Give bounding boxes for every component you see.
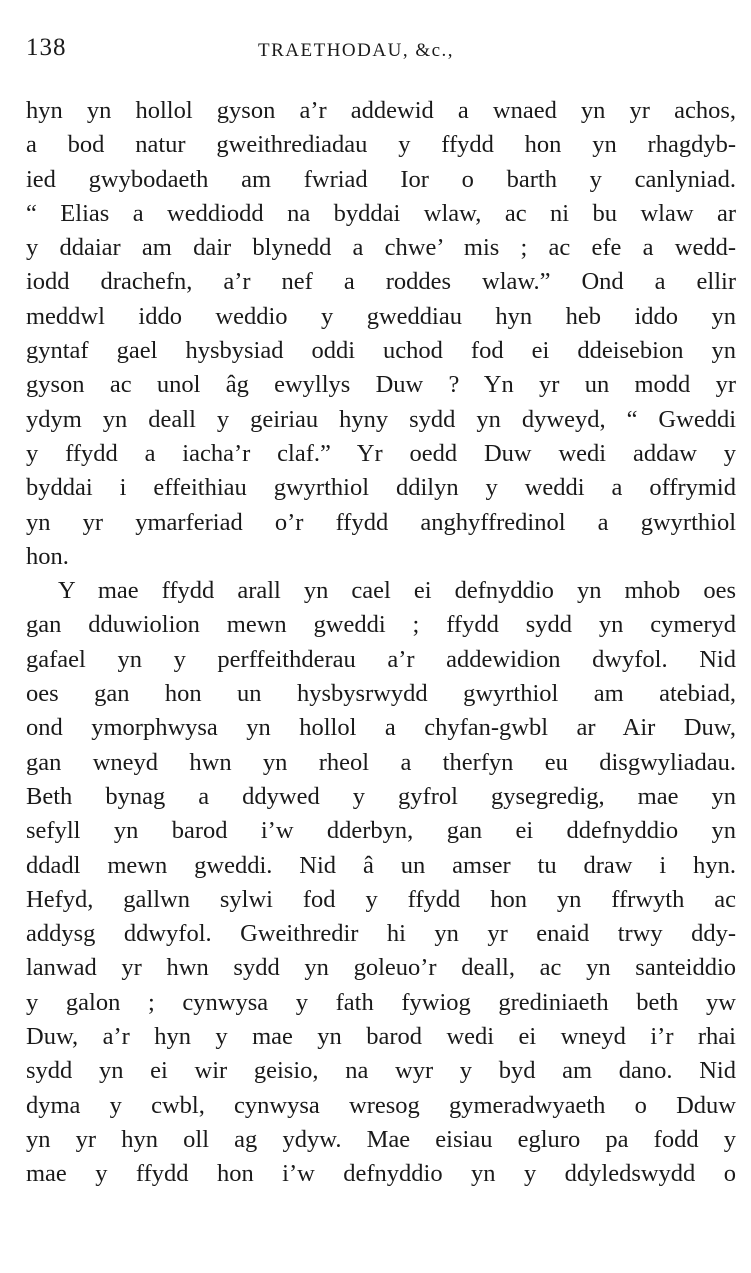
text-line: dyma y cwbl, cynwysa wresog gymeradwyaeth o Dduw: [26, 1091, 736, 1119]
text-line: gyntaf gael hysbysiad oddi uchod fod ei ddeisebion yn: [26, 337, 736, 365]
paragraph-2: [26, 574, 736, 1191]
text-line: gafael yn y perffeithderau a’r addewidion dwyfol. Nid: [26, 645, 736, 673]
text-line: gyson ac unol âg ewyllys Duw ? Yn yr un modd yr: [26, 371, 736, 399]
body-text: [26, 94, 736, 1192]
text-line: Duw, a’r hyn y mae yn barod wedi ei wneyd i’r rhai: [26, 1023, 736, 1051]
text-line: hyn yn hollol gyson a’r addewid a wnaed yn yr achos,: [26, 97, 736, 124]
text-line: iodd drachefn, a’r nef a roddes wlaw.” Ond a ellir: [26, 268, 736, 296]
text-line: lanwad yr hwn sydd yn goleuo’r deall, ac yn santeiddio: [26, 954, 736, 982]
text-line: Beth bynag a ddywed y gyfrol gysegredig, mae yn: [26, 782, 736, 810]
paragraph-1: [26, 94, 736, 574]
text-line: yn yr hyn oll ag ydyw. Mae eisiau egluro pa fodd y: [26, 1125, 736, 1153]
text-line: ied gwybodaeth am fwriad Ior o barth y canlyniad.: [26, 165, 736, 193]
text-line: oes gan hon un hysbysrwydd gwyrthiol am atebiad,: [26, 680, 736, 708]
text-line: byddai i effeithiau gwyrthiol ddilyn y weddi a offrymid: [26, 474, 736, 502]
text-line: meddwl iddo weddio y gweddiau hyn heb iddo yn: [26, 302, 736, 330]
text-line: addysg ddwyfol. Gweithredir hi yn yr enaid trwy ddy-: [26, 920, 736, 948]
text-line: gan dduwiolion mewn gweddi ; ffydd sydd yn cymeryd: [26, 611, 736, 639]
text-line: a bod natur gweithrediadau y ffydd hon yn rhagdyb-: [26, 131, 736, 159]
text-line: sydd yn ei wir geisio, na wyr y byd am dano. Nid: [26, 1057, 736, 1085]
page-number: 138: [26, 34, 67, 61]
text-line: gan wneyd hwn yn rheol a therfyn eu disgwyliadau.: [26, 748, 736, 776]
text-line: y ddaiar am dair blynedd a chwe’ mis ; ac efe a wedd-: [26, 234, 736, 262]
text-line: mae y ffydd hon i’w defnyddio yn y ddyledswydd o: [26, 1160, 736, 1188]
text-line: “ Elias a weddiodd na byddai wlaw, ac ni bu wlaw ar: [26, 199, 736, 227]
running-head: [26, 34, 726, 64]
text-line: y galon ; cynwysa y fath fywiog grediniaeth beth yw: [26, 988, 736, 1016]
text-line: yn yr ymarferiad o’r ffydd anghyffredinol a gwyrthiol: [26, 508, 736, 536]
text-line: ydym yn deall y geiriau hyny sydd yn dyweyd, “ Gweddi: [26, 405, 736, 433]
text-line: sefyll yn barod i’w dderbyn, gan ei ddefnyddio yn: [26, 817, 736, 845]
running-title: TRAETHODAU, &c.,: [258, 40, 455, 61]
text-line: hon.: [26, 542, 69, 570]
text-line: Y mae ffydd arall yn cael ei defnyddio yn mhob oes: [58, 577, 736, 605]
text-line: y ffydd a iacha’r claf.” Yr oedd Duw wedi addaw y: [26, 439, 736, 467]
text-line: Hefyd, gallwn sylwi fod y ffydd hon yn ffrwyth ac: [26, 885, 736, 913]
text-line: ddadl mewn gweddi. Nid â un amser tu draw i hyn.: [26, 851, 736, 879]
text-line: ond ymorphwysa yn hollol a chyfan-gwbl ar Air Duw,: [26, 714, 736, 742]
